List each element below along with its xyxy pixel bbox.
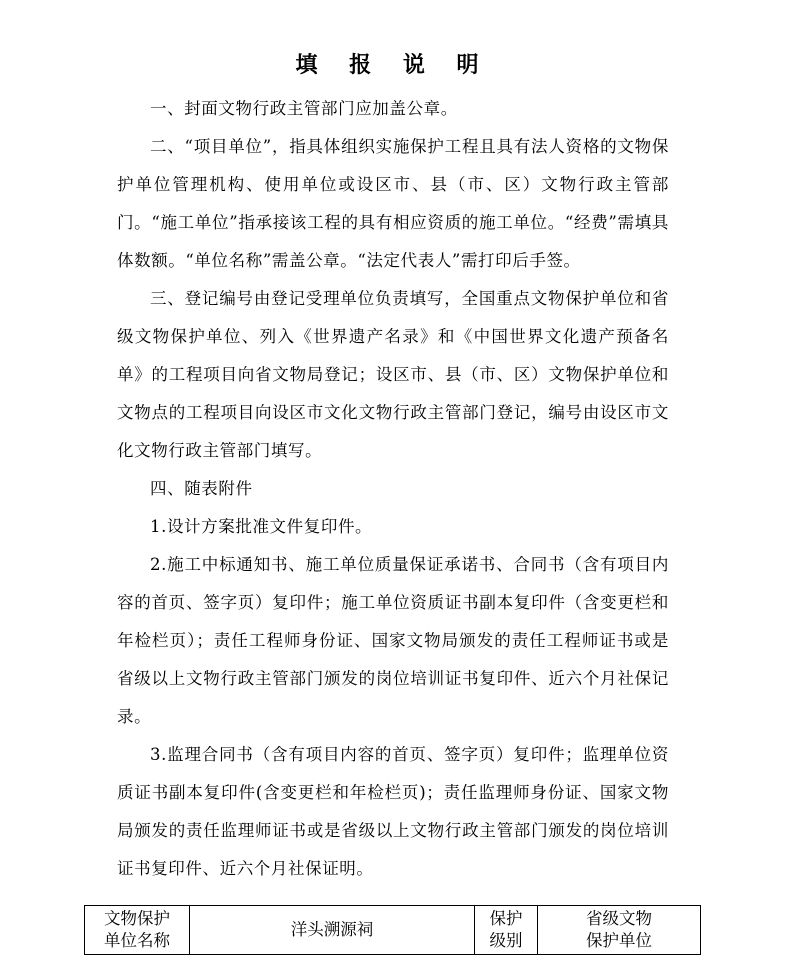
protection-level-value-line1: 省级文物 (586, 909, 652, 928)
protection-level-value (538, 906, 701, 955)
page-title: 填 报 说 明 (295, 52, 491, 78)
protection-level-label (475, 906, 538, 955)
instruction-paragraph: 三、登记编号由登记受理单位负责填写，全国重点文物保护单位和省级文物保护单位、列入《世界遗产名录》和《中国世界文化遗产预备名单》的工程项目向省文物局登记；设区市、县（市、区）文物保护单位和文物点的工程项目向设区市文化文物行政主管部门登记，编号由设区市文化文物行政主管部门填写。 (117, 289, 669, 460)
protection-level-label-line1: 保护 (489, 909, 523, 928)
protection-level-value-line2: 保护单位 (586, 931, 652, 950)
unit-name-label-line2: 单位名称 (104, 931, 170, 950)
info-table (84, 905, 701, 955)
instruction-paragraph: 2.施工中标通知书、施工单位质量保证承诺书、合同书（含有项目内容的首页、签字页）复印件；施工单位资质证书副本复印件（含变更栏和年检栏页）；责任工程师身份证、国家文物局颁发的责任工程师证书或是省级以上文物行政主管部门颁发的岗位培训证书复印件、近六个月社保记录。 (117, 555, 669, 726)
instruction-paragraph: 1.设计方案批准文件复印件。 (150, 517, 373, 536)
instruction-paragraph: 二、“项目单位”，指具体组织实施保护工程且具有法人资格的文物保护单位管理机构、使用单位或设区市、县（市、区）文物行政主管部门。“施工单位”指承接该工程的具有相应资质的施工单位。“经费”需填具体数额。“单位名称”需盖公章。“法定代表人”需打印后手签。 (117, 137, 669, 270)
unit-name-label (85, 906, 190, 955)
table-row (85, 906, 701, 955)
unit-name-label-line1: 文物保护 (104, 909, 170, 928)
unit-name-value: 洋头溯源祠 (190, 906, 475, 955)
instructions-body (117, 90, 669, 888)
instruction-paragraph: 3.监理合同书（含有项目内容的首页、签字页）复印件；监理单位资质证书副本复印件(含变更栏和年检栏页)；责任监理师身份证、国家文物局颁发的责任监理师证书或是省级以上文物行政主管部门颁发的岗位培训证书复印件、近六个月社保证明。 (117, 745, 669, 878)
instruction-paragraph: 一、封面文物行政主管部门应加盖公章。 (150, 99, 458, 118)
instruction-paragraph: 四、随表附件 (150, 479, 253, 498)
protection-level-label-line2: 级别 (489, 931, 523, 950)
